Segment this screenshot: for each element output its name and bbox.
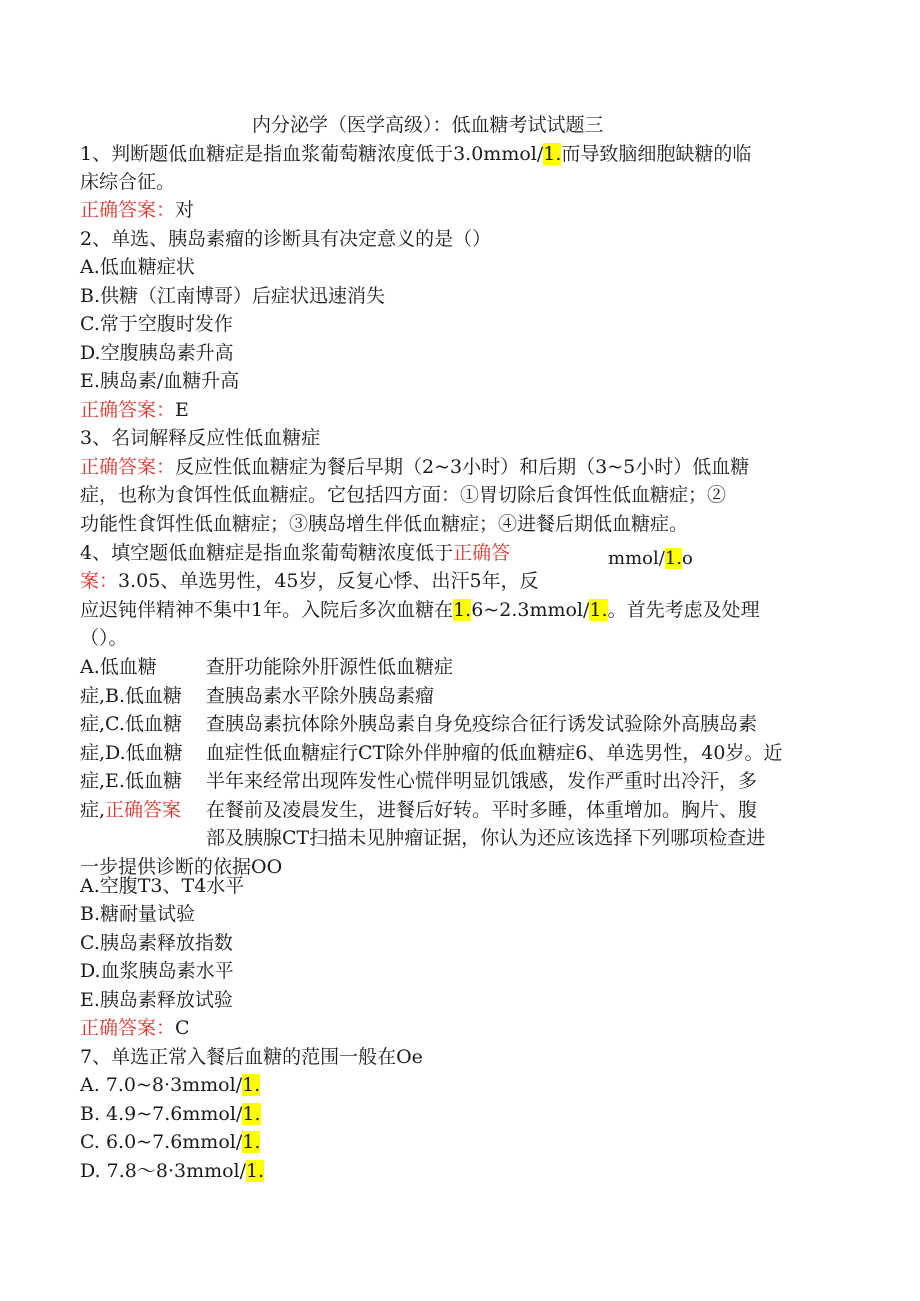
q4-unit xyxy=(608,545,693,573)
q5-stem-c: （）。 xyxy=(80,627,128,649)
q6-stem-tail: 一步提供诊断的依据OO xyxy=(80,856,283,878)
q3-answer-line2: 症，也称为食饵性低血糖症。它包括四方面：①胃切除后食饵性低血糖症；② xyxy=(80,484,727,506)
option-highlight: 1. xyxy=(242,1131,261,1153)
q6-option-a: A.空腹T3、T4水平 xyxy=(80,875,245,897)
q5-left-5 xyxy=(80,796,181,824)
q5-right-0: 查肝功能除外肝源性低血糖症 xyxy=(206,656,454,678)
q5-right-2: 查胰岛素抗体除外胰岛素自身免疫综合征行诱发试验除外高胰岛素 xyxy=(206,713,758,735)
q5-text-2: 6~2.3mmol/ xyxy=(471,599,590,621)
q1-line1 xyxy=(80,140,751,168)
q5-highlight-2: 1. xyxy=(589,599,608,621)
q6-option-d: D.血浆胰岛素水平 xyxy=(80,960,234,982)
q5-right-3: 血症性低血糖症行CT除外伴肿瘤的低血糖症6、单选男性，40岁。近 xyxy=(206,742,783,764)
option-text: D. 7.8～8·3mmol/ xyxy=(80,1160,247,1182)
q5-right-1: 查胰岛素水平除外胰岛素瘤 xyxy=(206,685,435,707)
q2-option-a: A.低血糖症状 xyxy=(80,256,195,278)
q5-right-5: 在餐前及凌晨发生，进餐后好转。平时多睡，体重增加。胸片、腹 xyxy=(206,799,758,821)
unit-tail: o xyxy=(681,548,693,569)
answer-text: 反应性低血糖症为餐后早期（2~3小时）和后期（3~5小时）低血糖 xyxy=(175,456,750,478)
q5-text-1: 应迟钝伴精神不集中1年。入院后多次血糖在 xyxy=(80,599,454,621)
q2-option-d: D.空腹胰岛素升高 xyxy=(80,342,234,364)
q2-option-b: B.供糖（江南博哥）后症状迅速消失 xyxy=(80,285,386,307)
q1-text-b: 而导致脑细胞缺糖的临 xyxy=(561,143,752,165)
q5-left-1: 症,B.低血糖 xyxy=(80,685,183,707)
option-highlight: 1. xyxy=(246,1160,265,1182)
q5-left-0: A.低血糖 xyxy=(80,656,157,678)
q7-option-b xyxy=(80,1100,261,1128)
option-text: A. 7.0~8·3mmol/ xyxy=(80,1074,243,1096)
answer-value: 3.0 xyxy=(118,570,149,592)
q7-option-c xyxy=(80,1128,260,1156)
q6-option-b: B.糖耐量试验 xyxy=(80,903,196,925)
q1-text-a: 1、判断题低血糖症是指血浆葡萄糖浓度低于3.0mmol/ xyxy=(80,143,544,165)
q6-option-c: C.胰岛素释放指数 xyxy=(80,932,233,954)
q3-answer-line1 xyxy=(80,453,749,481)
page-title: 内分泌学（医学高级）：低血糖考试试题三 xyxy=(252,114,604,136)
q1-highlight: 1. xyxy=(543,143,562,165)
answer-label: 正确答 xyxy=(453,542,511,564)
answer-label: 案： xyxy=(80,570,119,592)
q7-stem: 7、单选正常入餐后血糖的范围一般在Oe xyxy=(80,1046,423,1068)
q3-answer-line3: 功能性食饵性低血糖症；③胰岛增生伴低血糖症；④进餐后期低血糖症。 xyxy=(80,513,689,535)
answer-label: 正确答案 xyxy=(105,799,182,821)
answer-label: 正确答案： xyxy=(80,456,176,478)
q5-text-3: 。首先考虑及处理 xyxy=(607,599,760,621)
q2-option-c: C.常于空腹时发作 xyxy=(80,313,233,335)
answer-value: 对 xyxy=(175,199,195,221)
q1-answer xyxy=(80,196,194,224)
unit-text: mmol/ xyxy=(608,548,665,569)
left-text: 症, xyxy=(80,799,106,821)
answer-label: 正确答案： xyxy=(80,199,176,221)
q4-text: 4、填空题低血糖症是指血浆葡萄糖浓度低于 xyxy=(80,542,454,564)
q5-stem-b xyxy=(80,596,760,624)
option-text: B. 4.9~7.6mmol/ xyxy=(80,1103,243,1125)
q3-stem: 3、名词解释反应性低血糖症 xyxy=(80,427,321,449)
q6-option-e: E.胰岛素释放试验 xyxy=(80,989,233,1011)
unit-highlight: 1. xyxy=(664,548,682,569)
option-highlight: 1. xyxy=(242,1103,261,1125)
q5-right-4: 半年来经常出现阵发性心慌伴明显饥饿感，发作严重时出冷汗，多 xyxy=(206,770,758,792)
answer-label: 正确答案： xyxy=(80,399,176,421)
q7-option-a xyxy=(80,1071,260,1099)
q2-answer xyxy=(80,396,189,424)
q5-left-3: 症,D.低血糖 xyxy=(80,742,183,764)
answer-value: E xyxy=(175,399,189,421)
q5-left-2: 症,C.低血糖 xyxy=(80,713,182,735)
option-highlight: 1. xyxy=(242,1074,261,1096)
q2-option-e: E.胰岛素/血糖升高 xyxy=(80,370,240,392)
answer-value: C xyxy=(175,1017,190,1039)
q5-stem-a: 5、单选男性，45岁，反复心悸、出汗5年，反 xyxy=(148,570,539,592)
q6-answer xyxy=(80,1014,190,1042)
option-text: C. 6.0~7.6mmol/ xyxy=(80,1131,243,1153)
q4-answer-q5-stem xyxy=(80,567,539,595)
q2-stem: 2、单选、胰岛素瘤的诊断具有决定意义的是（） xyxy=(80,228,492,250)
q4-stem xyxy=(80,539,510,567)
q1-line2: 床综合征。 xyxy=(80,171,176,193)
answer-label: 正确答案： xyxy=(80,1017,176,1039)
q7-option-d xyxy=(80,1157,264,1185)
q5-highlight-1: 1. xyxy=(453,599,472,621)
q5-left-4: 症,E.低血糖 xyxy=(80,770,182,792)
q5-right-6: 部及胰腺CT扫描未见肿瘤证据，你认为还应该选择下列哪项检查进 xyxy=(206,827,766,849)
